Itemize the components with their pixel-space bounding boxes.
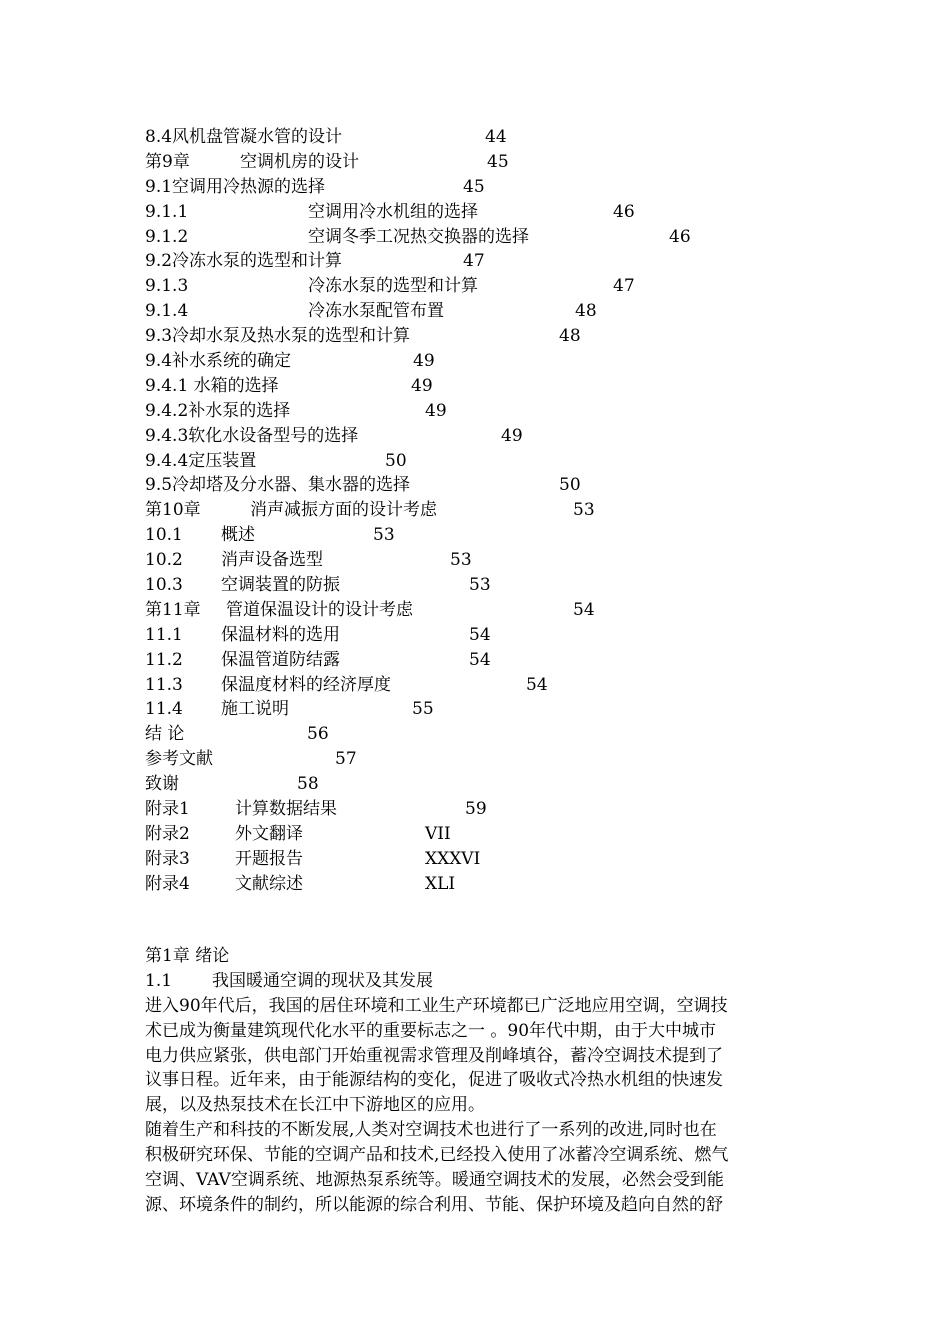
toc-entry-page: 53 xyxy=(450,550,472,571)
toc-entry-number: 参考文献 xyxy=(145,749,213,770)
toc-entry xyxy=(145,399,905,424)
toc-entry-number: 9.1空调用冷热源的选择 xyxy=(145,176,326,197)
toc-entry-title: 冷冻水泵配管布置 xyxy=(308,301,444,322)
toc-entry-page: 45 xyxy=(487,151,509,172)
toc-entry-number: 9.1.2 xyxy=(145,226,189,247)
paragraph-line: 进入90年代后，我国的居住环境和工业生产环境都已广泛地应用空调，空调技 xyxy=(145,995,728,1016)
toc-entry-number: 9.5冷却塔及分水器、集水器的选择 xyxy=(145,475,411,496)
toc-entry-number: 第10章 xyxy=(145,500,201,521)
toc-entry-title: 空调用冷水机组的选择 xyxy=(308,201,478,222)
toc-entry-page: 54 xyxy=(469,624,491,645)
toc-entry-page: 50 xyxy=(385,450,407,471)
toc-entry-page: 54 xyxy=(469,649,491,670)
toc-entry-number: 致谢 xyxy=(145,774,179,795)
toc-entry-page: 49 xyxy=(411,375,433,396)
toc-entry xyxy=(145,623,905,648)
toc-entry-number: 第11章 xyxy=(145,599,201,620)
table-of-contents xyxy=(145,125,905,897)
toc-entry-number: 11.3 xyxy=(145,674,183,695)
toc-entry-page: 58 xyxy=(297,774,319,795)
toc-entry xyxy=(145,125,905,150)
toc-entry xyxy=(145,797,905,822)
toc-entry-page: 46 xyxy=(669,226,691,247)
toc-entry-page: VII xyxy=(425,823,451,844)
toc-entry xyxy=(145,747,905,772)
toc-entry-number: 10.2 xyxy=(145,550,183,571)
toc-entry-page: 48 xyxy=(575,301,597,322)
toc-entry xyxy=(145,473,905,498)
toc-entry-title: 开题报告 xyxy=(235,848,303,869)
toc-entry-page: 54 xyxy=(526,674,548,695)
toc-entry xyxy=(145,648,905,673)
toc-entry-title: 计算数据结果 xyxy=(235,799,337,820)
toc-entry-page: 53 xyxy=(373,525,395,546)
paragraph-line: 术已成为衡量建筑现代化水平的重要标志之一 。90年代中期，由于大中城市 xyxy=(145,1020,717,1041)
toc-entry-title: 保温材料的选用 xyxy=(221,624,340,645)
toc-entry xyxy=(145,299,905,324)
toc-entry-title: 管道保温设计的设计考虑 xyxy=(226,599,413,620)
toc-entry-title: 文献综述 xyxy=(235,873,303,894)
toc-entry xyxy=(145,697,905,722)
toc-entry-page: 47 xyxy=(463,251,485,272)
toc-entry xyxy=(145,598,905,623)
toc-entry-number: 第9章 xyxy=(145,151,190,172)
toc-entry xyxy=(145,673,905,698)
toc-entry-number: 9.4补水系统的确定 xyxy=(145,351,292,372)
toc-entry xyxy=(145,324,905,349)
paragraph-line: 随着生产和科技的不断发展,人类对空调技术也进行了一系列的改进,同时也在 xyxy=(145,1120,717,1141)
toc-entry-title: 空调机房的设计 xyxy=(240,151,359,172)
section-number: 1.1 xyxy=(145,970,173,991)
toc-entry-number: 9.1.3 xyxy=(145,276,189,297)
toc-entry-number: 附录4 xyxy=(145,873,190,894)
toc-entry-number: 附录3 xyxy=(145,848,190,869)
toc-entry-number: 9.1.4 xyxy=(145,301,189,322)
toc-entry-title: 外文翻译 xyxy=(235,823,303,844)
toc-entry-page: 53 xyxy=(573,500,595,521)
toc-entry-page: 44 xyxy=(485,127,507,147)
toc-entry-page: XXXVI xyxy=(425,848,481,869)
paragraph-line: 空调、VAV空调系统、地源热泵系统等。暖通空调技术的发展，必然会受到能 xyxy=(145,1170,724,1191)
toc-entry-page: 50 xyxy=(559,475,581,496)
toc-entry-page: 57 xyxy=(335,749,357,770)
toc-entry-number: 9.4.3软化水设备型号的选择 xyxy=(145,425,359,446)
toc-entry-page: 59 xyxy=(465,799,487,820)
toc-entry xyxy=(145,772,905,797)
toc-entry-title: 消声设备选型 xyxy=(221,550,323,571)
toc-entry-page: 55 xyxy=(412,699,434,720)
toc-entry-number: 11.2 xyxy=(145,649,183,670)
section-title: 我国暖通空调的现状及其发展 xyxy=(212,970,433,991)
toc-entry-number: 11.4 xyxy=(145,699,183,720)
toc-entry xyxy=(145,349,905,374)
toc-entry-number: 9.1.1 xyxy=(145,201,189,222)
toc-entry-number: 9.4.1 水箱的选择 xyxy=(145,375,279,396)
paragraph-line: 积极研究环保、节能的空调产品和技术,已经投入使用了冰蓄冷空调系统、燃气 xyxy=(145,1145,729,1166)
toc-entry-title: 保温度材料的经济厚度 xyxy=(221,674,391,695)
toc-entry-page: 49 xyxy=(501,425,523,446)
toc-entry-page: 56 xyxy=(307,724,329,745)
paragraph-line: 议事日程。近年来，由于能源结构的变化，促进了吸收式冷热水机组的快速发 xyxy=(145,1070,723,1091)
toc-entry xyxy=(145,200,905,225)
toc-entry xyxy=(145,249,905,274)
toc-entry-page: 46 xyxy=(613,201,635,222)
toc-entry-page: 53 xyxy=(469,575,491,596)
toc-entry xyxy=(145,498,905,523)
toc-entry-title: 空调冬季工况热交换器的选择 xyxy=(308,226,529,247)
section-heading xyxy=(145,969,825,994)
toc-entry xyxy=(145,548,905,573)
toc-entry xyxy=(145,573,905,598)
toc-entry xyxy=(145,374,905,399)
toc-entry xyxy=(145,150,905,175)
toc-entry xyxy=(145,722,905,747)
toc-entry xyxy=(145,822,905,847)
toc-entry-title: 保温管道防结露 xyxy=(221,649,340,670)
toc-entry-number: 10.3 xyxy=(145,575,183,596)
toc-entry-number: 9.4.4定压装置 xyxy=(145,450,257,471)
toc-entry-number: 8.4风机盘管凝水管的设计 xyxy=(145,127,343,147)
toc-entry-number: 9.4.2补水泵的选择 xyxy=(145,400,291,421)
toc-entry-page: 48 xyxy=(559,326,581,347)
toc-entry-number: 结 论 xyxy=(145,724,185,745)
toc-entry xyxy=(145,872,905,897)
paragraph-line: 源、环境条件的制约，所以能源的综合利用、节能、保护环境及趋向自然的舒 xyxy=(145,1194,723,1215)
paragraph-line: 电力供应紧张，供电部门开始重视需求管理及削峰填谷，蓄冷空调技术提到了 xyxy=(145,1045,723,1066)
toc-entry-number: 附录1 xyxy=(145,799,190,820)
toc-entry xyxy=(145,225,905,250)
toc-entry-title: 消声减振方面的设计考虑 xyxy=(250,500,437,521)
toc-entry-title: 概述 xyxy=(221,525,255,546)
chapter-body xyxy=(145,944,825,1218)
paragraph-line: 展，以及热泵技术在长江中下游地区的应用。 xyxy=(145,1095,485,1116)
toc-entry xyxy=(145,523,905,548)
toc-entry-title: 空调装置的防振 xyxy=(221,575,340,596)
toc-entry-page: 49 xyxy=(413,351,435,372)
toc-entry-number: 10.1 xyxy=(145,525,183,546)
toc-entry xyxy=(145,449,905,474)
toc-entry-page: 54 xyxy=(573,599,595,620)
toc-entry-page: 47 xyxy=(613,276,635,297)
toc-entry-number: 11.1 xyxy=(145,624,183,645)
toc-entry xyxy=(145,175,905,200)
toc-entry-page: 49 xyxy=(425,400,447,421)
toc-entry-number: 9.3冷却水泵及热水泵的选型和计算 xyxy=(145,326,411,347)
chapter-heading: 第1章 绪论 xyxy=(145,946,230,966)
toc-entry-page: 45 xyxy=(463,176,485,197)
toc-entry-title: 冷冻水泵的选型和计算 xyxy=(308,276,478,297)
toc-entry-number: 附录2 xyxy=(145,823,190,844)
toc-entry xyxy=(145,424,905,449)
toc-entry-title: 施工说明 xyxy=(221,699,289,720)
toc-entry xyxy=(145,274,905,299)
toc-entry-number: 9.2冷冻水泵的选型和计算 xyxy=(145,251,343,272)
toc-entry-page: XLI xyxy=(425,873,456,894)
toc-entry xyxy=(145,847,905,872)
